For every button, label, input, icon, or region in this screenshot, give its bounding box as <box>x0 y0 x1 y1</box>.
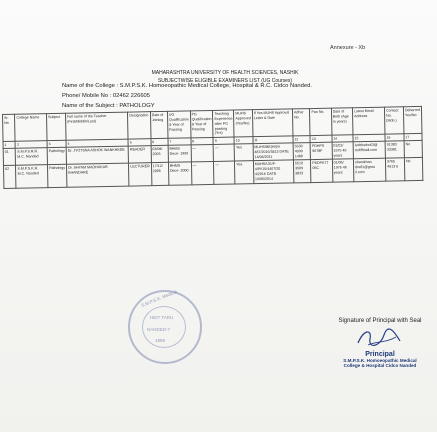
column-number: 2 <box>15 141 47 148</box>
signature-scrawl-icon <box>350 325 410 351</box>
column-number: 9 <box>213 137 234 144</box>
signature-caption: Signature of Principal with Seal <box>338 318 422 324</box>
table-cell: 17/12/ 2005 <box>151 163 169 186</box>
table-cell: 01 <box>3 148 16 166</box>
column-number: 3 <box>47 140 66 147</box>
column-header: Latest Email Address <box>352 107 385 135</box>
table-cell: Pathology <box>47 147 66 165</box>
annexure-label: Annexure - Xb <box>330 45 366 51</box>
table-cell: FDHPS 9078F <box>311 142 333 160</box>
table-cell: Yes <box>234 144 253 162</box>
principal-signature-block <box>320 318 437 368</box>
column-header: Date of Birth (Age in years) <box>331 108 353 136</box>
column-header: Contact No. (Mob.) <box>384 107 403 135</box>
column-header: PG Qualification & Year of Passing <box>190 110 213 138</box>
seal-text-center: HEIT TARU <box>150 315 174 320</box>
column-number: 13 <box>310 135 331 142</box>
column-number: 5 <box>128 139 150 146</box>
column-header: Subject <box>47 113 67 141</box>
column-number: 8 <box>191 138 214 145</box>
phone-number: Phone/ Mobile No : 02462 226605 <box>62 93 150 99</box>
table-cell: Dr. SHYAM MADHUKAR KHANDARE <box>66 163 129 187</box>
table-cell: 01/06/ 1976 46 years <box>332 159 354 182</box>
table-cell: 02 <box>3 166 16 189</box>
table-cell: 01/01/ 1975 46 years <box>332 142 354 160</box>
college-name: Name of the College : S.M.P.S.K. Homoeopathic Medical College, Hospital & R.C. Cidco Nanded. <box>62 83 312 89</box>
table-cell: No <box>404 158 422 181</box>
column-header: Teaching Experience after PG passing (Yrs) <box>213 110 235 138</box>
table-cell: No <box>404 140 422 158</box>
column-header: College Name <box>15 114 47 142</box>
column-header: UG Qualification & Year of Passing <box>167 111 190 139</box>
subject-name: Name of the Subject : PATHOLOGY <box>62 103 155 109</box>
table-cell: ivobhedw63@ rediffmail.com <box>353 141 385 159</box>
column-number: 1 <box>3 141 16 148</box>
column-header: Debarred Yes/No <box>403 106 422 134</box>
column-number: 14 <box>332 135 353 142</box>
table-cell: BHMS Dece- 2000 <box>168 162 191 185</box>
column-number: 15 <box>353 134 385 141</box>
table-cell: shamkhan dre81@gma il.com <box>353 158 385 181</box>
signature-line-1: S.M.P.S.K. Homoeopathic Medical <box>343 358 417 363</box>
table-cell: 5530 4090 1480 <box>293 142 311 160</box>
table-cell: LECTURER <box>129 163 152 186</box>
column-number: 6 <box>151 139 168 146</box>
table-cell: — <box>191 144 214 162</box>
table-cell: FEDPK77 05C <box>311 160 333 183</box>
column-header: Adhar No. <box>292 109 310 137</box>
table-cell: — <box>191 162 214 185</box>
column-header: Sr. No <box>3 114 16 141</box>
table-cell: READER <box>128 145 151 163</box>
table-cell: 9765 4913 6 <box>385 158 404 181</box>
university-name: MAHARASHTRA UNIVERSITY OF HEALTH SCIENCES, NASHIK <box>151 70 299 76</box>
seal-text-center-2: NANDED-7 <box>147 327 171 332</box>
signature-title: Principal <box>365 351 395 358</box>
column-header: Full name of the Teacher (First/Middle/Last) <box>65 112 128 140</box>
table-cell: S.M.P.S.K.H. M.C. Nanded <box>16 165 48 188</box>
column-number: 4 <box>66 139 128 147</box>
table-cell: 03/08/ 2003 <box>151 145 168 163</box>
table-cell: Pathology <box>48 165 67 188</box>
table-cell: MUHS/BE(HI)/4 487/2016/3813 DATE 14/06/2011 <box>253 143 294 161</box>
column-header: Date of Joining <box>150 111 168 139</box>
seal-text-arc: S.M.P.S.K. Medical <box>140 289 178 308</box>
column-number: 7 <box>168 138 191 145</box>
column-number: 16 <box>385 134 404 141</box>
table-cell: Dr. JYOTSNA ASHOK WANKHEDE <box>66 146 129 165</box>
column-header: If Yes MUHS Approval Letter & Date <box>252 109 293 137</box>
column-number: 10 <box>234 137 252 144</box>
table-cell: 5510 3509 3833 <box>293 160 311 183</box>
table-cell: S.M.P.S.R.R. M.C. Nanded <box>16 147 48 165</box>
column-header: MUHS Approved (Yes/No) <box>234 110 253 138</box>
table-cell: — <box>213 144 234 162</box>
table-cell: — <box>214 161 235 184</box>
column-number: 17 <box>404 134 422 141</box>
column-number: 11 <box>253 136 293 143</box>
list-title: SUBJECTWISE ELIGIBLE EXAMINERS LIST (UG Courses) <box>157 78 293 84</box>
table-cell: Yes <box>235 161 254 184</box>
table-cell: MUHS/UG/F- 4/PI/15/4407/20 4/2016 DATE 19/06/2014 <box>253 160 294 183</box>
examiners-table <box>2 106 423 189</box>
column-number: 12 <box>293 136 311 143</box>
column-header: Designation <box>128 112 151 140</box>
seal-text-center-3: 1989 <box>155 338 166 343</box>
signature-line-2: College & Hospital Cidco Nanded <box>343 363 417 368</box>
table-cell: 91383 33381 <box>385 141 404 159</box>
column-header: Pan No. <box>310 108 332 136</box>
table-cell: BHMS Dece- 1999 <box>168 145 191 163</box>
